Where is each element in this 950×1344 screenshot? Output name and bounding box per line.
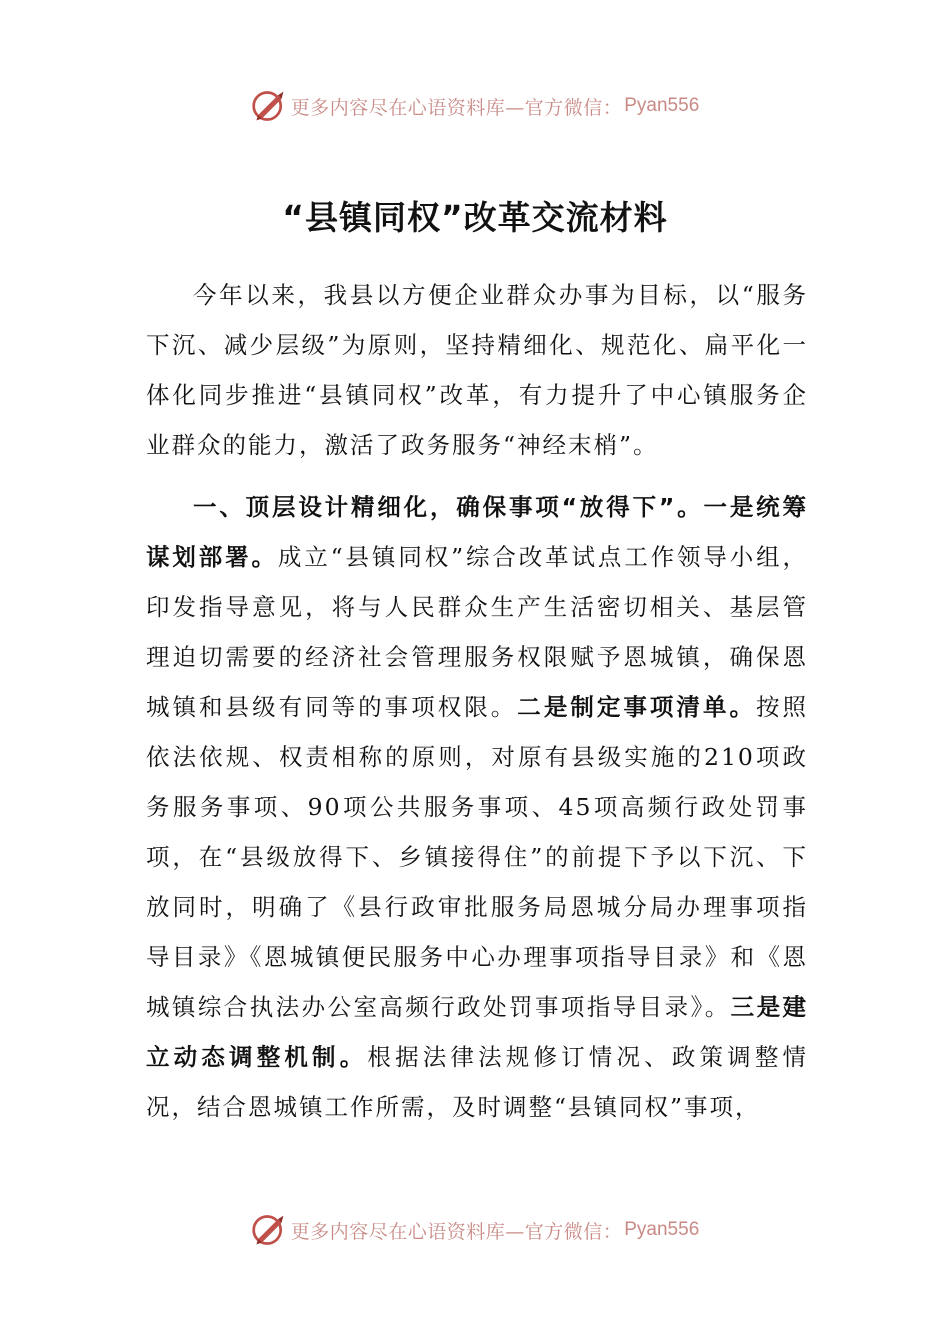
watermark-text: 更多内容尽在心语资料库—官方微信： [290, 96, 623, 119]
document-title: “县镇同权”改革交流材料 [282, 198, 668, 237]
section-1-paragraph [146, 482, 808, 1132]
intro-paragraph: 今年以来，我县以方便企业群众办事为目标，以“服务下沉、减少层级”为原则，坚持精细化、规范化、扁平化一体化同步推进“县镇同权”改革，有力提升了中心镇服务企业群众的能力，激活了政务服务“神经末梢”。 [146, 281, 808, 459]
watermark-text: 更多内容尽在心语资料库—官方微信： [290, 1220, 623, 1243]
section-1-heading: 一、顶层设计精细化，确保事项“放得下”。 [193, 493, 704, 521]
point-3-text: 根据法律法规修订情况、政策调整情况，结合恩城镇工作所需，及时调整“县镇同权”事项， [146, 1043, 809, 1121]
point-1-text: 成立“县镇同权”综合改革试点工作领导小组，印发指导意见，将与人民群众生产生活密切相关、基层管理迫切需要的经济社会管理服务权限赋予恩城镇，确保恩城镇和县级有同等的事项权限。 [146, 543, 809, 721]
point-3-label: 三是建立动态调整机制。 [146, 993, 809, 1071]
pen-logo-icon [251, 1212, 287, 1248]
watermark-wechat-id: Pyan556 [624, 1219, 700, 1240]
point-2-label: 二是制定事项清单。 [517, 693, 756, 721]
pen-logo-icon [251, 88, 287, 124]
watermark-wechat-id: Pyan556 [624, 95, 700, 116]
point-2-text: 按照依法依规、权责相称的原则，对原有县级实施的210项政务服务事项、90项公共服务事项、45项高频行政处罚事项，在“县级放得下、乡镇接得住”的前提下予以下沉、下放同时，明确了《县行政审批服务局恩城分局办理事项指导目录》《恩城镇便民服务中心办理事项指导目录》和《恩城镇综合执法办公室高频行政处罚事项指导目录》。 [146, 693, 809, 1021]
document-body [146, 270, 808, 1132]
header-watermark [0, 86, 950, 126]
footer-watermark [0, 1210, 950, 1250]
point-1-label: 一是统筹谋划部署。 [146, 493, 809, 571]
